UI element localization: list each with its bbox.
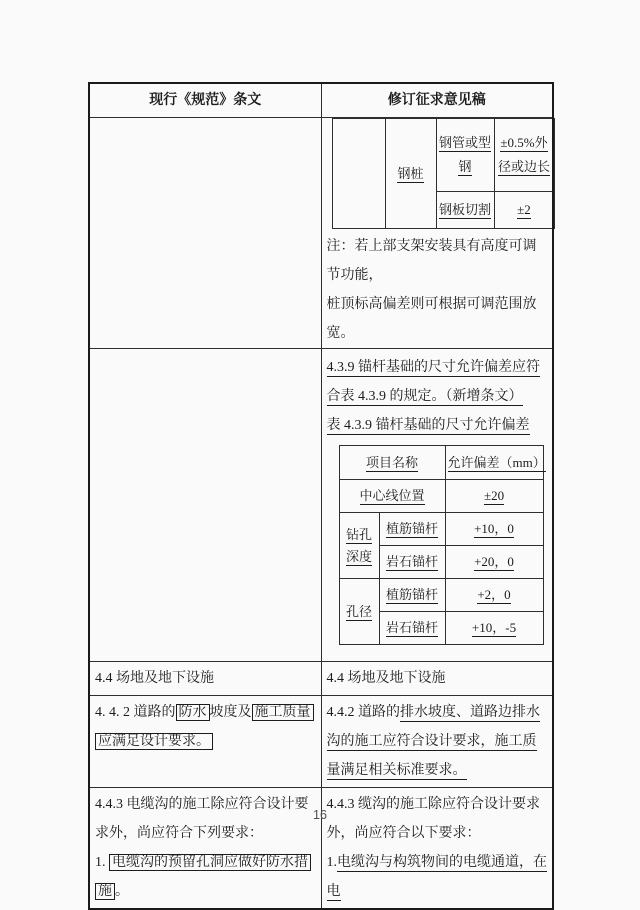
anchor-header-item: 项目名称	[366, 454, 419, 470]
anchor-header-item-cell	[339, 446, 445, 480]
table-row	[339, 579, 543, 612]
table-439-title	[327, 411, 548, 440]
comparison-table	[88, 82, 554, 910]
steel-pile-label: 钢桩	[397, 165, 424, 181]
table-row	[332, 119, 554, 192]
anchor-drill-depth-group-cell	[339, 513, 379, 579]
current-clause-empty-cell	[89, 349, 321, 662]
anchor-rebar-cell	[379, 579, 445, 612]
clause-442-deleted-text: 施工质量应满足设计要求。	[95, 704, 314, 750]
steel-pipe-tolerance-value: ±0.5%外径或边长	[497, 135, 550, 174]
steel-tolerance-table	[332, 118, 555, 229]
clause-442-text: 4.4.2 道路的	[326, 705, 400, 720]
clause-442-added-text: 排水坡度、道路边排水沟的施工应符合设计要求，施工质量满足相关标准要求。	[326, 705, 540, 778]
anchor-hole-diameter-group-cell	[339, 579, 379, 645]
document-sheet	[88, 82, 552, 910]
table-row	[339, 446, 543, 480]
clause-443-item-number: 1.	[95, 855, 109, 870]
header-current-clauses: 现行《规范》条文	[89, 83, 321, 118]
header-revised-draft: 修订征求意见稿	[321, 83, 553, 118]
table-row	[89, 788, 553, 910]
clause-443-text: 4.4.3 缆沟的施工除应符合设计要求外，尚应符合以下要求：	[326, 797, 540, 841]
anchor-drill-depth-label: 钻孔深度	[345, 526, 372, 564]
page-number: 16	[313, 808, 327, 822]
table-439-title-text: 表 4.3.9 锚杆基础的尺寸允许偏差	[326, 418, 530, 433]
steel-table-empty-cell	[332, 119, 385, 229]
steel-pile-cell	[385, 119, 436, 229]
anchor-rebar-tolerance-cell	[445, 579, 543, 612]
anchor-centerline-cell	[339, 480, 445, 513]
anchor-rebar-tolerance-cell	[445, 513, 543, 546]
note-line-1: 注：若上部支架安装具有高度可调节功能，	[326, 239, 537, 283]
current-clause-443	[89, 788, 321, 910]
clause-439-text: 4.3.9 锚杆基础的尺寸允许偏差应符合表 4.3.9 的规定。（新增条文）	[326, 360, 540, 404]
anchor-rebar-tolerance: +10，0	[474, 521, 514, 536]
clause-442-text: 4. 4. 2 道路的	[95, 705, 176, 720]
revised-steel-tolerance-cell	[321, 118, 553, 349]
clause-442-deleted-text: 防水	[176, 704, 210, 721]
clause-443-text: 4.4.3 电缆沟的施工除应符合设计要求外，尚应符合下列要求：	[95, 797, 309, 841]
anchor-rock-cell	[379, 612, 445, 645]
clause-443-deleted-text: 电缆沟的预留孔洞应做好防水措施	[95, 854, 311, 900]
anchor-rebar-label: 植筋锚杆	[386, 587, 439, 602]
current-clause-442	[89, 696, 321, 788]
anchor-hole-diameter-label: 孔径	[345, 603, 372, 619]
note-line-2: 桩顶标高偏差则可根据可调范围放宽。	[326, 297, 537, 341]
steel-pipe-section-cell	[436, 119, 494, 192]
steel-plate-cut-label: 钢板切割	[438, 202, 491, 217]
table-row	[339, 480, 543, 513]
steel-table-note	[326, 232, 549, 348]
anchor-rebar-tolerance: +2，0	[477, 587, 511, 602]
anchor-rebar-label: 植筋锚杆	[386, 521, 439, 536]
table-row	[89, 349, 553, 662]
table-row	[339, 513, 543, 546]
table-row	[89, 118, 553, 349]
steel-pipe-tolerance-cell	[494, 119, 554, 192]
anchor-rock-label: 岩石锚杆	[386, 554, 439, 569]
clause-443-item-number: 1.	[326, 855, 337, 870]
clause-443-added-text: 电缆沟与构筑物间的电缆通道，在电	[326, 855, 547, 899]
revised-clause-439-cell	[321, 349, 553, 662]
clause-443-text: 。	[115, 884, 129, 899]
revised-clause-44: 4.4 场地及地下设施	[321, 662, 553, 696]
anchor-centerline-label: 中心线位置	[359, 488, 425, 503]
anchor-rock-tolerance-cell	[445, 546, 543, 579]
anchor-rebar-cell	[379, 513, 445, 546]
revised-clause-443	[321, 788, 553, 910]
current-clause-44: 4.4 场地及地下设施	[89, 662, 321, 696]
steel-plate-cut-cell	[436, 192, 494, 229]
anchor-centerline-tolerance: ±20	[483, 488, 505, 503]
steel-plate-tolerance-value: ±2	[517, 202, 531, 217]
anchor-rock-label: 岩石锚杆	[386, 620, 439, 635]
anchor-rock-cell	[379, 546, 445, 579]
steel-pipe-section-label: 钢管或型钢	[438, 135, 491, 174]
revised-clause-442	[321, 696, 553, 788]
clause-442-text: 坡度及	[209, 705, 252, 720]
clause-439-paragraph	[327, 353, 548, 411]
anchor-header-tolerance: 允许偏差（mm）	[447, 454, 546, 470]
table-row	[89, 696, 553, 788]
anchor-header-tolerance-cell	[445, 446, 546, 480]
table-header-row	[89, 83, 553, 118]
anchor-tolerance-table	[339, 445, 544, 645]
anchor-rock-tolerance: +20，0	[474, 554, 514, 569]
current-clause-empty-cell	[89, 118, 321, 349]
anchor-rock-tolerance-cell	[445, 612, 543, 645]
anchor-rock-tolerance: +10，-5	[471, 620, 517, 635]
steel-plate-tolerance-cell	[494, 192, 554, 229]
anchor-centerline-tolerance-cell	[445, 480, 543, 513]
table-row	[89, 662, 553, 696]
